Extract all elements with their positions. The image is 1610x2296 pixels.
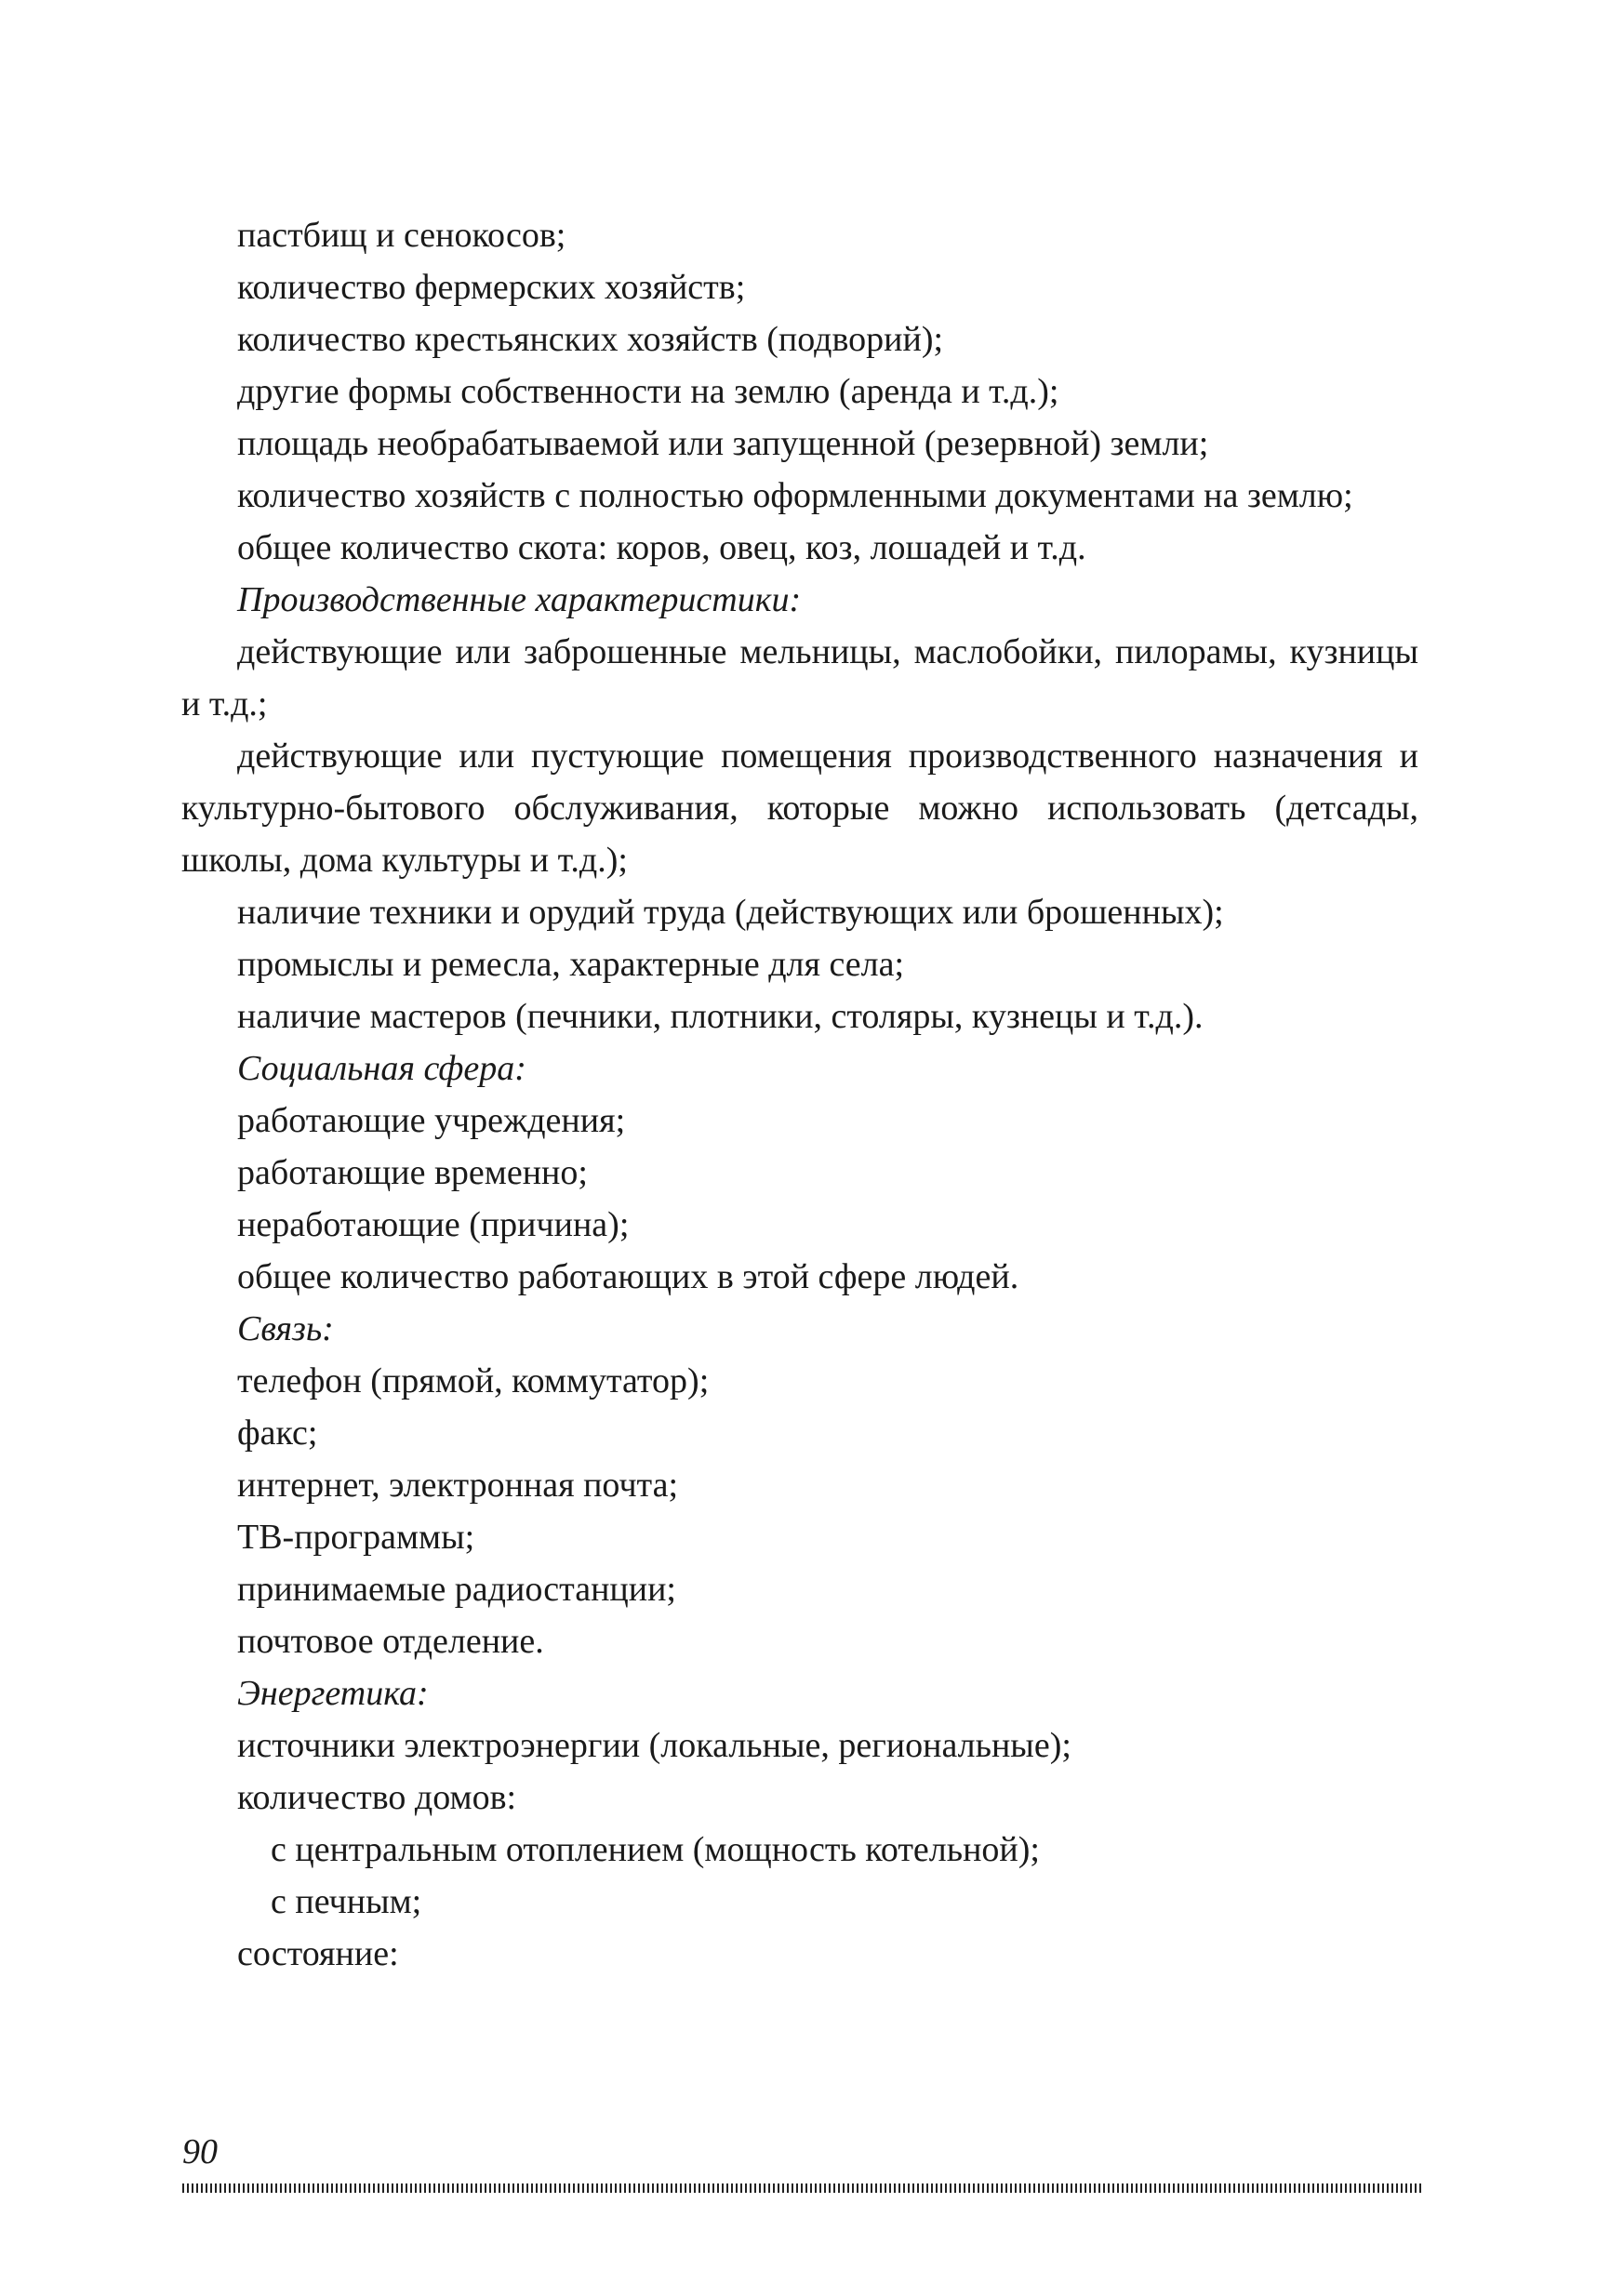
list-item: неработающие (причина);: [237, 1205, 630, 1244]
list-item: наличие мастеров (печники, плотники, столяры, кузнецы и т.д.).: [237, 997, 1204, 1036]
list-item: количество крестьянских хозяйств (подворий);: [237, 320, 944, 359]
list-item: действующие или заброшенные мельницы, маслобойки, пилорамы, кузницы и т.д.;: [181, 632, 1418, 723]
section-heading: Социальная сфера:: [237, 1049, 526, 1088]
list-item: работающие учреждения;: [237, 1101, 626, 1140]
list-item: количество фермерских хозяйств;: [237, 268, 746, 307]
sub-list-item: с центральным отоплением (мощность котельной);: [271, 1830, 1040, 1869]
section-heading: Связь:: [237, 1309, 334, 1348]
list-item: площадь необрабатываемой или запущенной (резервной) земли;: [237, 424, 1209, 463]
list-item: телефон (прямой, коммутатор);: [237, 1361, 710, 1400]
sub-list-item: с печным;: [271, 1882, 422, 1921]
list-item: ТВ-программы;: [237, 1518, 475, 1557]
list-item: интернет, электронная почта;: [237, 1466, 679, 1505]
page-number: 90: [182, 2132, 218, 2171]
list-item: количество домов:: [237, 1778, 517, 1817]
list-item: промыслы и ремесла, характерные для села;: [237, 945, 905, 984]
list-item: количество хозяйств с полностью оформленными документами на землю;: [237, 476, 1353, 515]
list-item: действующие или пустующие помещения производственного назначения и культурно-бытового обслуживания, которые можно использовать (детсады, школы, дома культуры и т.д.);: [181, 737, 1418, 880]
list-item: источники электроэнергии (локальные, региональные);: [237, 1726, 1071, 1765]
list-item: факс;: [237, 1413, 318, 1453]
section-heading: Производственные характеристики:: [237, 580, 802, 619]
list-item: почтовое отделение.: [237, 1622, 544, 1661]
list-item: общее количество скота: коров, овец, коз, лошадей и т.д.: [237, 528, 1086, 567]
list-item: пастбищ и сенокосов;: [237, 216, 566, 255]
list-item: принимаемые радиостанции;: [237, 1570, 676, 1609]
list-item: общее количество работающих в этой сфере людей.: [237, 1257, 1019, 1296]
list-item: работающие временно;: [237, 1153, 588, 1192]
list-item: состояние:: [237, 1934, 399, 1973]
footer-rule: [182, 2183, 1422, 2193]
list-item: другие формы собственности на землю (аренда и т.д.);: [237, 372, 1059, 411]
section-heading: Энергетика:: [237, 1674, 429, 1713]
body-text: [181, 209, 1418, 1980]
list-item: наличие техники и орудий труда (действующих или брошенных);: [237, 893, 1224, 932]
